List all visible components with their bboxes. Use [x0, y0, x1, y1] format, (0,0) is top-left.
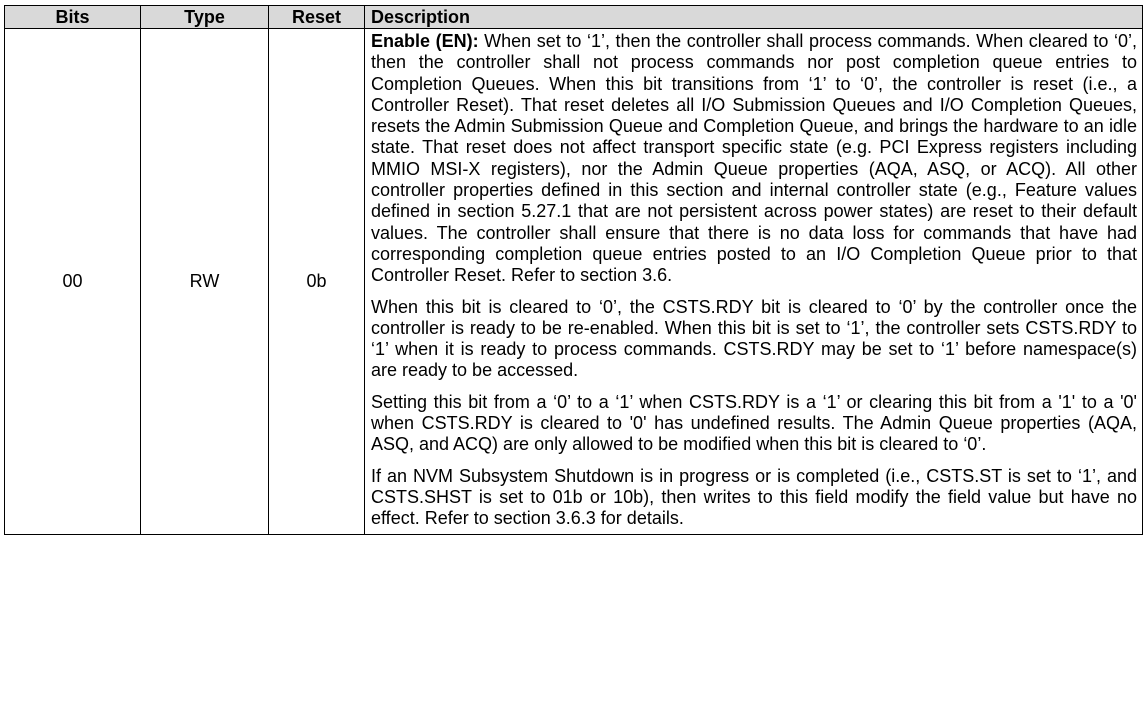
header-bits: Bits — [5, 6, 141, 29]
cell-description — [365, 29, 1143, 535]
cell-bits: 00 — [5, 29, 141, 535]
header-description: Description — [365, 6, 1143, 29]
cell-reset: 0b — [269, 29, 365, 535]
description-paragraph-2: When this bit is cleared to ‘0’, the CSTS.RDY bit is cleared to ‘0’ by the controller once the controller is ready to be re-enabled. When this bit is set to ‘1’, the controller sets CSTS.RDY to ‘1’ when it is ready to process commands. CSTS.RDY may be set to ‘1’ before namespace(s) are ready to be accessed. — [371, 296, 1137, 381]
table-row — [5, 29, 1143, 535]
cell-type: RW — [141, 29, 269, 535]
description-paragraph-4: If an NVM Subsystem Shutdown is in progress or is completed (i.e., CSTS.ST is set to ‘1’, and CSTS.SHST is set to 01b or 10b), then writes to this field modify the field value but have no effect. Refer to section 3.6.3 for details. — [371, 465, 1137, 529]
header-row — [5, 6, 1143, 29]
field-name: Enable (EN): — [371, 31, 479, 51]
header-reset: Reset — [269, 6, 365, 29]
register-table — [4, 5, 1143, 535]
description-paragraph-1 — [371, 31, 1137, 287]
header-type: Type — [141, 6, 269, 29]
description-paragraph-3: Setting this bit from a ‘0’ to a ‘1’ when CSTS.RDY is a ‘1’ or clearing this bit from a '1' to a '0' when CSTS.RDY is cleared to '0' has undefined results. The Admin Queue properties (AQA, ASQ, and ACQ) are only allowed to be modified when this bit is cleared to ‘0’. — [371, 391, 1137, 455]
paragraph-text: When set to ‘1’, then the controller shall process commands. When cleared to ‘0’, then the controller shall not process commands nor post completion queue entries to Completion Queues. When this bit transitions from ‘1’ to ‘0’, the controller is reset (i.e., a Controller Reset). That reset deletes all I/O Submission Queues and I/O Completion Queues, resets the Admin Submission Queue and Completion Queue, and brings the hardware to an idle state. That reset does not affect transport specific state (e.g. PCI Express registers including MMIO MSI-X registers), nor the Admin Queue properties (AQA, ASQ, or ACQ). All other controller properties defined in this section and internal controller state (e.g., Feature values defined in section 5.27.1 that are not persistent across power states) are reset to their default values. The controller shall ensure that there is no data loss for commands that have had corresponding completion queue entries posted to an I/O Completion Queue prior to that Controller Reset. Refer to section 3.6. — [371, 31, 1137, 286]
